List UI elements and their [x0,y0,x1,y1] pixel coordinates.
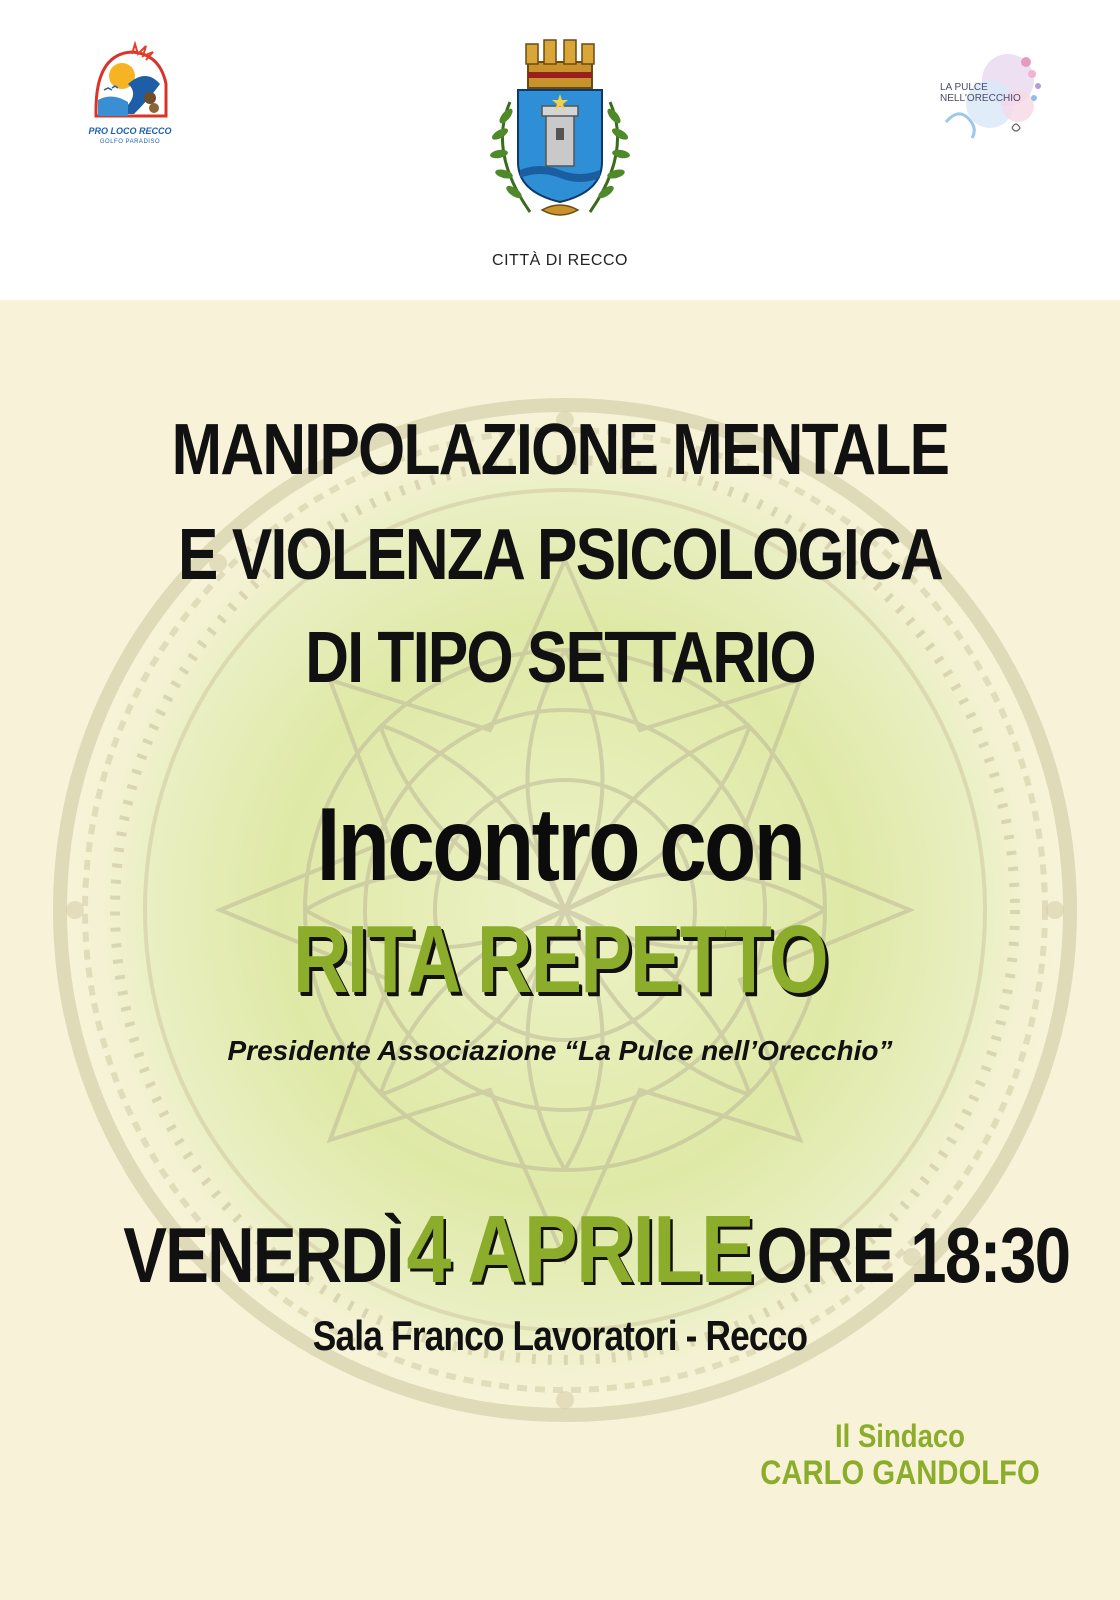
event-date: 4 APRILE [406,1196,753,1303]
event-title-line-1: MANIPOLAZIONE MENTALE [171,410,949,490]
speaker-role: Presidente Associazione “La Pulce nell’Orecchio” [227,1035,893,1066]
pulce-logo [938,52,1048,144]
city-crest-icon [470,32,650,232]
event-title-line-2: E VIOLENZA PSICOLOGICA [178,515,942,595]
pro-loco-subtitle: GOLFO PARADISO [99,139,161,145]
header-logos [0,0,1120,300]
event-time: ORE 18:30 [756,1211,1070,1299]
event-intro: Incontro con [316,787,804,903]
event-day: VENERDÌ [123,1211,403,1299]
event-title-line-3: DI TIPO SETTARIO [305,618,815,698]
mayor-signature [745,1418,1055,1492]
mayor-name: CARLO GANDOLFO [760,1454,1040,1492]
event-dateline [123,1196,1070,1328]
city-name-caption: CITTÀ DI RECCO [492,252,628,269]
pulce-logo-text: LA PULCE NELL'ORECCHIO [940,82,1021,104]
pro-loco-logo [88,40,172,146]
pro-loco-title: PRO LOCO RECCO [88,126,172,136]
event-venue: Sala Franco Lavoratori - Recco [312,1312,808,1359]
mayor-role: Il Sindaco [835,1418,965,1454]
speaker-name: RITA REPETTO [292,906,828,1013]
